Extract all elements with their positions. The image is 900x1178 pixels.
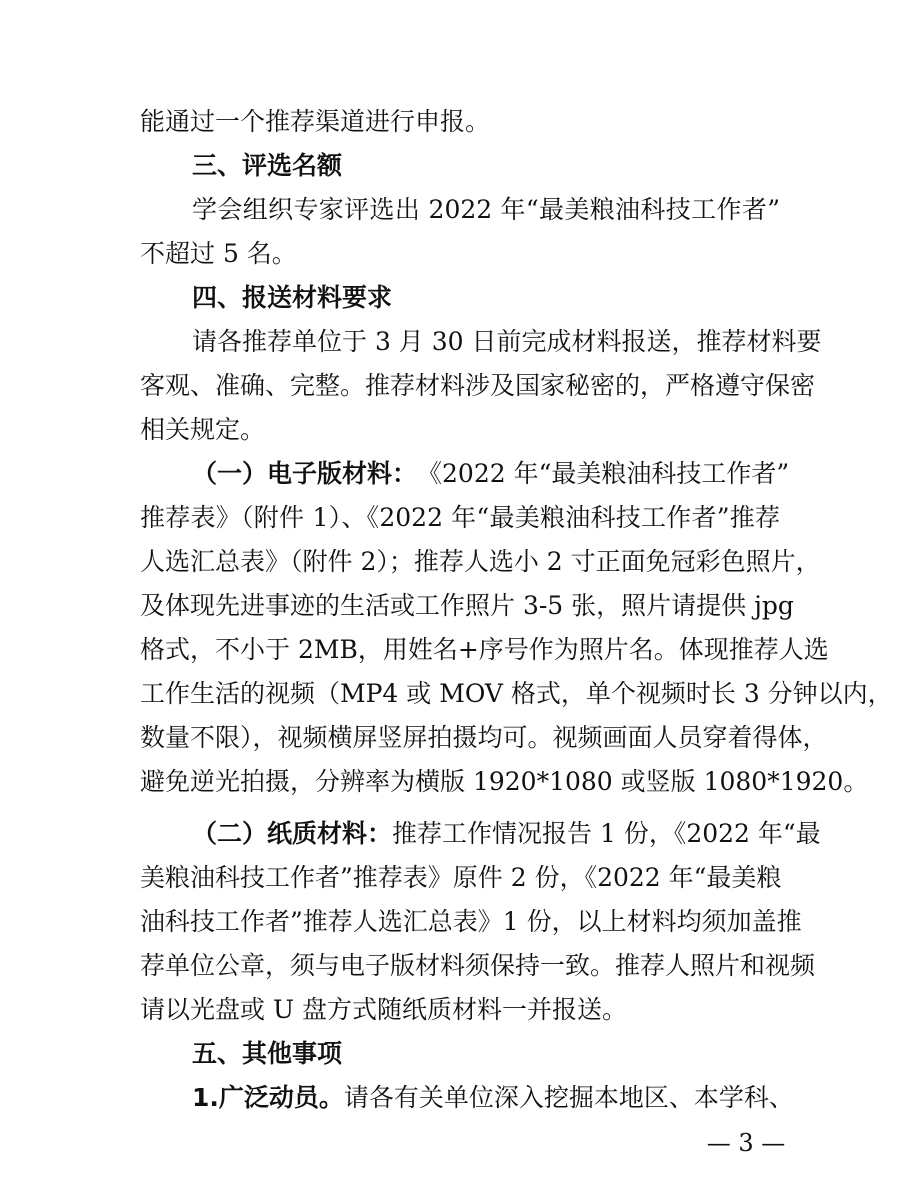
section-heading-4: 四、报送材料要求	[192, 283, 393, 312]
subsection-heading-1: （一）电子版材料：	[192, 459, 418, 488]
paragraph-text: 推荐工作情况报告 1 份，《2022 年“最	[392, 819, 821, 848]
paragraph-text: 《2022 年“最美粮油科技工作者”	[417, 459, 790, 488]
paragraph-text: 请各有关单位深入挖掘本地区、本学科、	[343, 1083, 794, 1112]
section-heading-3: 三、评选名额	[192, 151, 343, 180]
section-heading-5: 五、其他事项	[192, 1039, 343, 1068]
paragraph-line: 荐单位公章，须与电子版材料须保持一致。推荐人照片和视频	[140, 951, 816, 980]
subsection-heading-2: （二）纸质材料：	[192, 819, 393, 848]
paragraph-line: 能通过一个推荐渠道进行申报。	[140, 107, 491, 136]
subsection-line	[192, 812, 821, 856]
paragraph-line: 客观、准确、完整。推荐材料涉及国家秘密的，严格遵守保密	[140, 371, 816, 400]
page-number: — 3 —	[706, 1129, 786, 1157]
paragraph-line: 请以光盘或 U 盘方式随纸质材料一并报送。	[140, 995, 627, 1024]
paragraph-line: 数量不限），视频横屏竖屏拍摄均可。视频画面人员穿着得体，	[140, 723, 828, 752]
paragraph-line: 学会组织专家评选出 2022 年“最美粮油科技工作者”	[192, 195, 780, 224]
item-heading-1: 1.广泛动员。	[192, 1083, 344, 1112]
subsection-line	[192, 1076, 794, 1120]
paragraph-line: 格式，不小于 2MB，用姓名+序号作为照片名。体现推荐人选	[140, 635, 829, 664]
paragraph-line: 人选汇总表》（附件 2）；推荐人选小 2 寸正面免冠彩色照片，	[140, 547, 821, 576]
paragraph-line: 避免逆光拍摄，分辨率为横版 1920*1080 或竖版 1080*1920。	[140, 767, 869, 796]
paragraph-line: 美粮油科技工作者”推荐表》原件 2 份，《2022 年“最美粮	[140, 863, 782, 892]
paragraph-line: 相关规定。	[140, 415, 266, 444]
paragraph-line: 请各推荐单位于 3 月 30 日前完成材料报送，推荐材料要	[192, 327, 822, 356]
paragraph-line: 不超过 5 名。	[140, 239, 297, 268]
paragraph-line: 油科技工作者”推荐人选汇总表》1 份，以上材料均须加盖推	[140, 907, 802, 936]
paragraph-line: 推荐表》（附件 1）、《2022 年“最美粮油科技工作者”推荐	[140, 503, 780, 532]
paragraph-line: 工作生活的视频（MP4 或 MOV 格式，单个视频时长 3 分钟以内，	[140, 679, 893, 708]
paragraph-line: 及体现先进事迹的生活或工作照片 3-5 张，照片请提供 jpg	[140, 591, 794, 620]
subsection-line	[192, 452, 790, 496]
